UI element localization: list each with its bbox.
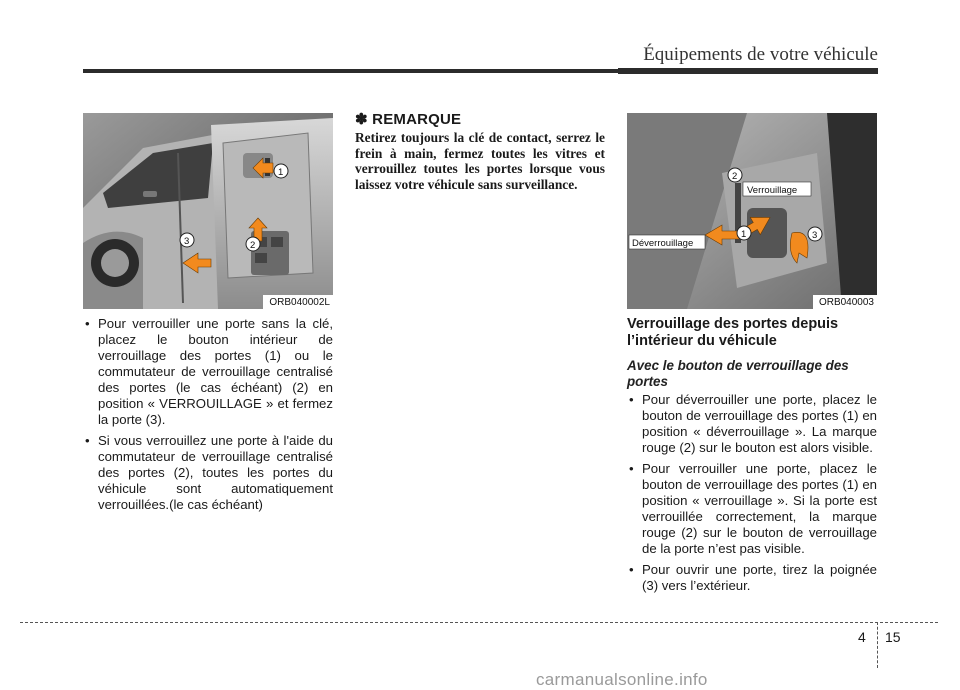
figure-caption: ORB040003 <box>813 295 877 309</box>
callout-1 <box>737 226 751 240</box>
svg-text:Verrouillage: Verrouillage <box>747 185 798 196</box>
left-column <box>83 316 333 518</box>
header-rule <box>83 69 878 73</box>
right-bullet-list <box>627 392 877 594</box>
asterisk-icon: ✽ <box>355 111 368 128</box>
list-item: • Pour verrouiller une porte sans la clé, placez le bouton intérieur de verrouillage des portes (1) ou le commutateur de verrouillage centralisé des portes (le cas échéant) (2) en position « VERROUILLAGE » et fermez la porte (3). <box>83 316 333 428</box>
page-header-title: Équipements de votre véhicule <box>643 44 878 65</box>
svg-text:1: 1 <box>278 167 284 178</box>
door-lock-illustration <box>627 113 877 309</box>
watermark: carmanualsonline.info <box>536 670 708 689</box>
callout-3 <box>180 233 194 247</box>
left-bullet-list <box>83 316 333 513</box>
callout-3 <box>808 227 822 241</box>
remark-title <box>355 112 605 128</box>
list-item: • Si vous verrouillez une porte à l'aide du commutateur de verrouillage centralisé des portes (2), toutes les portes du véhicule sont automatiquement verrouillées.(le cas échéant) <box>83 433 333 513</box>
chapter-number: 4 <box>858 629 866 645</box>
list-item: • Pour déverrouiller une porte, placez le bouton de verrouillage des portes (1) en position « déverrouillage ». La marque rouge (2) sur le bouton est alors visible. <box>627 392 877 456</box>
footer-rule <box>20 622 938 623</box>
svg-text:3: 3 <box>812 230 818 241</box>
door-exterior-illustration <box>83 113 333 309</box>
svg-text:3: 3 <box>184 236 190 247</box>
svg-text:Déverrouillage: Déverrouillage <box>632 238 694 249</box>
section-heading: Verrouillage des portes depuis l’intérieur du véhicule <box>627 316 839 349</box>
svg-text:2: 2 <box>732 171 738 182</box>
remark-box <box>355 112 605 192</box>
remark-title-text: REMARQUE <box>372 111 462 128</box>
right-column <box>627 316 877 599</box>
callout-1 <box>274 164 288 178</box>
callout-2 <box>728 168 742 182</box>
figure-door-exterior <box>83 113 333 309</box>
figure-caption: ORB040002L <box>263 295 333 309</box>
sub-heading: Avec le bouton de verrouillage des portes <box>627 358 849 389</box>
remark-body: Retirez toujours la clé de contact, serrez le frein à main, fermez toutes les vitres et verrouillez toutes les portes lorsque vous laissez votre véhicule sans surveillance. <box>355 130 605 192</box>
label-deverrouillage <box>629 235 705 249</box>
page-number: 15 <box>885 629 901 645</box>
list-item: • Pour ouvrir une porte, tirez la poignée (3) vers l’extérieur. <box>627 562 877 594</box>
label-verrouillage <box>743 182 811 196</box>
svg-text:2: 2 <box>250 240 256 251</box>
figure-door-lock-button <box>627 113 877 309</box>
footer-divider <box>877 622 878 668</box>
callout-2 <box>246 237 260 251</box>
list-item: • Pour verrouiller une porte, placez le bouton de verrouillage des portes (1) en position « verrouillage ». Si la porte est verrouillée correctement, la marque rouge (2) sur le bouton de verrouillage de la porte n’est pas visible. <box>627 461 877 557</box>
svg-text:1: 1 <box>741 229 747 240</box>
